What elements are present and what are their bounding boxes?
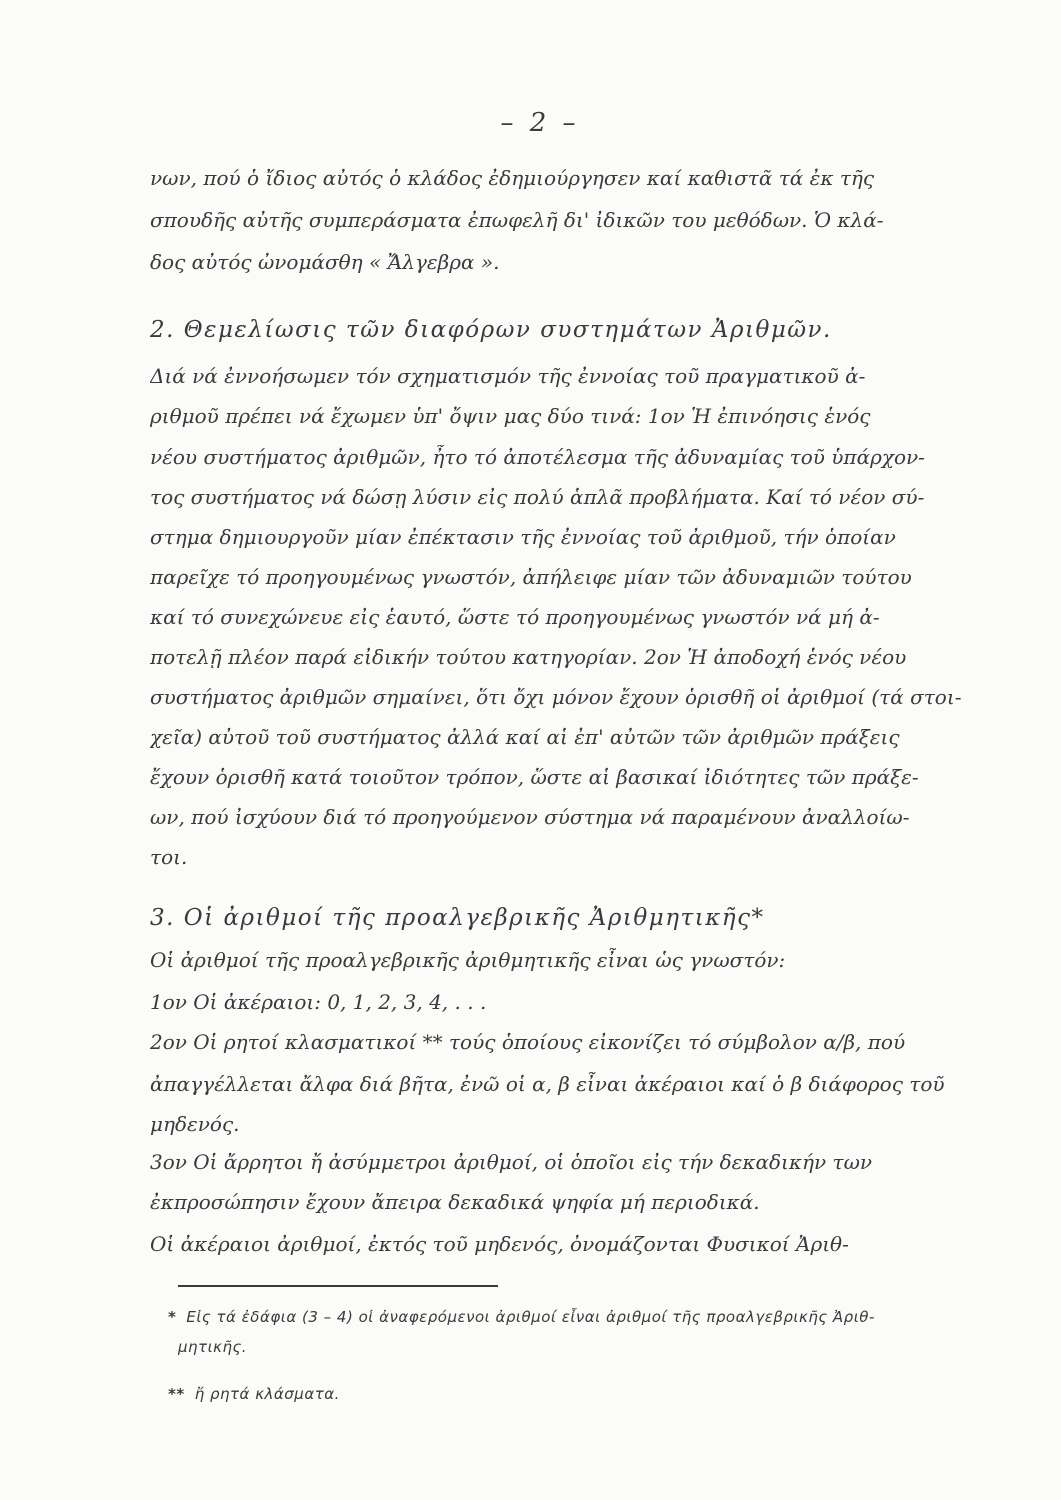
page-number: – 2 – bbox=[500, 108, 580, 138]
text-line: Οἱ ἀριθμοί τῆς προαλγεβρικῆς ἀριθμητικῆς εἶναι ὡς γνωστόν: bbox=[150, 948, 786, 972]
section-heading: 3. Οἱ ἀριθμοί τῆς προαλγεβρικῆς Ἀριθμητικῆς* bbox=[150, 905, 765, 931]
footnote-text: ἤ ρητά κλάσματα. bbox=[194, 1385, 340, 1403]
footnote-marker: * bbox=[168, 1308, 177, 1326]
text-line: 1ον Οἱ ἀκέραιοι: 0, 1, 2, 3, 4, . . . bbox=[150, 990, 487, 1014]
text-line: Οἱ ἀκέραιοι ἀριθμοί, ἐκτός τοῦ μηδενός, ὀνομάζονται Φυσικοί Ἀριθ- bbox=[150, 1232, 849, 1256]
text-line: ων, πού ἰσχύουν διά τό προηγούμενον σύστημα νά παραμένουν ἀναλλοίω- bbox=[150, 805, 910, 829]
text-line: δος αὐτός ὠνομάσθη « Ἄλγεβρα ». bbox=[150, 250, 500, 274]
footnote-1 bbox=[168, 1308, 1018, 1326]
text-line: Διά νά ἐννοήσωμεν τόν σχηματισμόν τῆς ἐννοίας τοῦ πραγματικοῦ ἀ- bbox=[150, 364, 866, 388]
text-line: στημα δημιουργοῦν μίαν ἐπέκτασιν τῆς ἐννοίας τοῦ ἀριθμοῦ, τήν ὁποίαν bbox=[150, 525, 896, 549]
footnote-text: Εἰς τά ἐδάφια (3 – 4) οἱ ἀναφερόμενοι ἀριθμοί εἶναι ἀριθμοί τῆς προαλγεβρικῆς Ἀριθ- bbox=[186, 1308, 875, 1326]
text-line: νων, πού ὁ ἴδιος αὐτός ὁ κλάδος ἐδημιούργησεν καί καθιστᾶ τά ἐκ τῆς bbox=[150, 166, 875, 190]
text-line: ἀπαγγέλλεται ἄλφα διά βῆτα, ἐνῶ οἱ α, β εἶναι ἀκέραιοι καί ὁ β διάφορος τοῦ bbox=[150, 1072, 945, 1096]
text-line: τοι. bbox=[150, 845, 188, 869]
text-line: καί τό συνεχώνευε εἰς ἑαυτό, ὥστε τό προηγουμένως γνωστόν νά μή ἀ- bbox=[150, 605, 880, 629]
text-line: 3ον Οἱ ἄρρητοι ἤ ἀσύμμετροι ἀριθμοί, οἱ ὁποῖοι εἰς τήν δεκαδικήν των bbox=[150, 1150, 873, 1174]
footnote-marker: ** bbox=[168, 1385, 185, 1403]
footnote-2 bbox=[168, 1385, 1018, 1403]
text-line: νέου συστήματος ἀριθμῶν, ἦτο τό ἀποτέλεσμα τῆς ἀδυναμίας τοῦ ὑπάρχον- bbox=[150, 445, 925, 469]
text-line: 2ον Οἱ ρητοί κλασματικοί ** τούς ὁποίους εἰκονίζει τό σύμβολον α/β, πού bbox=[150, 1030, 906, 1054]
text-line: μηδενός. bbox=[150, 1112, 240, 1136]
text-line: ἐκπροσώπησιν ἔχουν ἄπειρα δεκαδικά ψηφία μή περιοδικά. bbox=[150, 1190, 760, 1214]
text-line: συστήματος ἀριθμῶν σημαίνει, ὅτι ὄχι μόνον ἔχουν ὁρισθῆ οἱ ἀριθμοί (τά στοι- bbox=[150, 685, 962, 709]
section-heading: 2. Θεμελίωσις τῶν διαφόρων συστημάτων Ἀριθμῶν. bbox=[150, 317, 832, 343]
text-line: παρεῖχε τό προηγουμένως γνωστόν, ἀπήλειφε μίαν τῶν ἀδυναμιῶν τούτου bbox=[150, 565, 912, 589]
text-line: σπουδῆς αὐτῆς συμπεράσματα ἐπωφελῆ δι' ἰδικῶν του μεθόδων. Ὁ κλά- bbox=[150, 208, 884, 232]
text-line: ἔχουν ὁρισθῆ κατά τοιοῦτον τρόπον, ὥστε αἱ βασικαί ἰδιότητες τῶν πράξε- bbox=[150, 765, 919, 789]
text-line: ριθμοῦ πρέπει νά ἔχωμεν ὑπ' ὄψιν μας δύο τινά: 1ον Ἡ ἐπινόησις ἑνός bbox=[150, 404, 871, 428]
footnote-divider bbox=[178, 1285, 498, 1287]
text-line: τος συστήματος νά δώσῃ λύσιν εἰς πολύ ἁπλᾶ προβλήματα. Καί τό νέον σύ- bbox=[150, 485, 925, 509]
footnote-1-continued: μητικῆς. bbox=[178, 1338, 248, 1356]
text-line: ποτελῇ πλέον παρά εἰδικήν τούτου κατηγορίαν. 2ον Ἡ ἀποδοχή ἑνός νέου bbox=[150, 645, 907, 669]
text-line: χεῖα) αὐτοῦ τοῦ συστήματος ἀλλά καί αἱ ἐπ' αὐτῶν τῶν ἀριθμῶν πράξεις bbox=[150, 725, 900, 749]
